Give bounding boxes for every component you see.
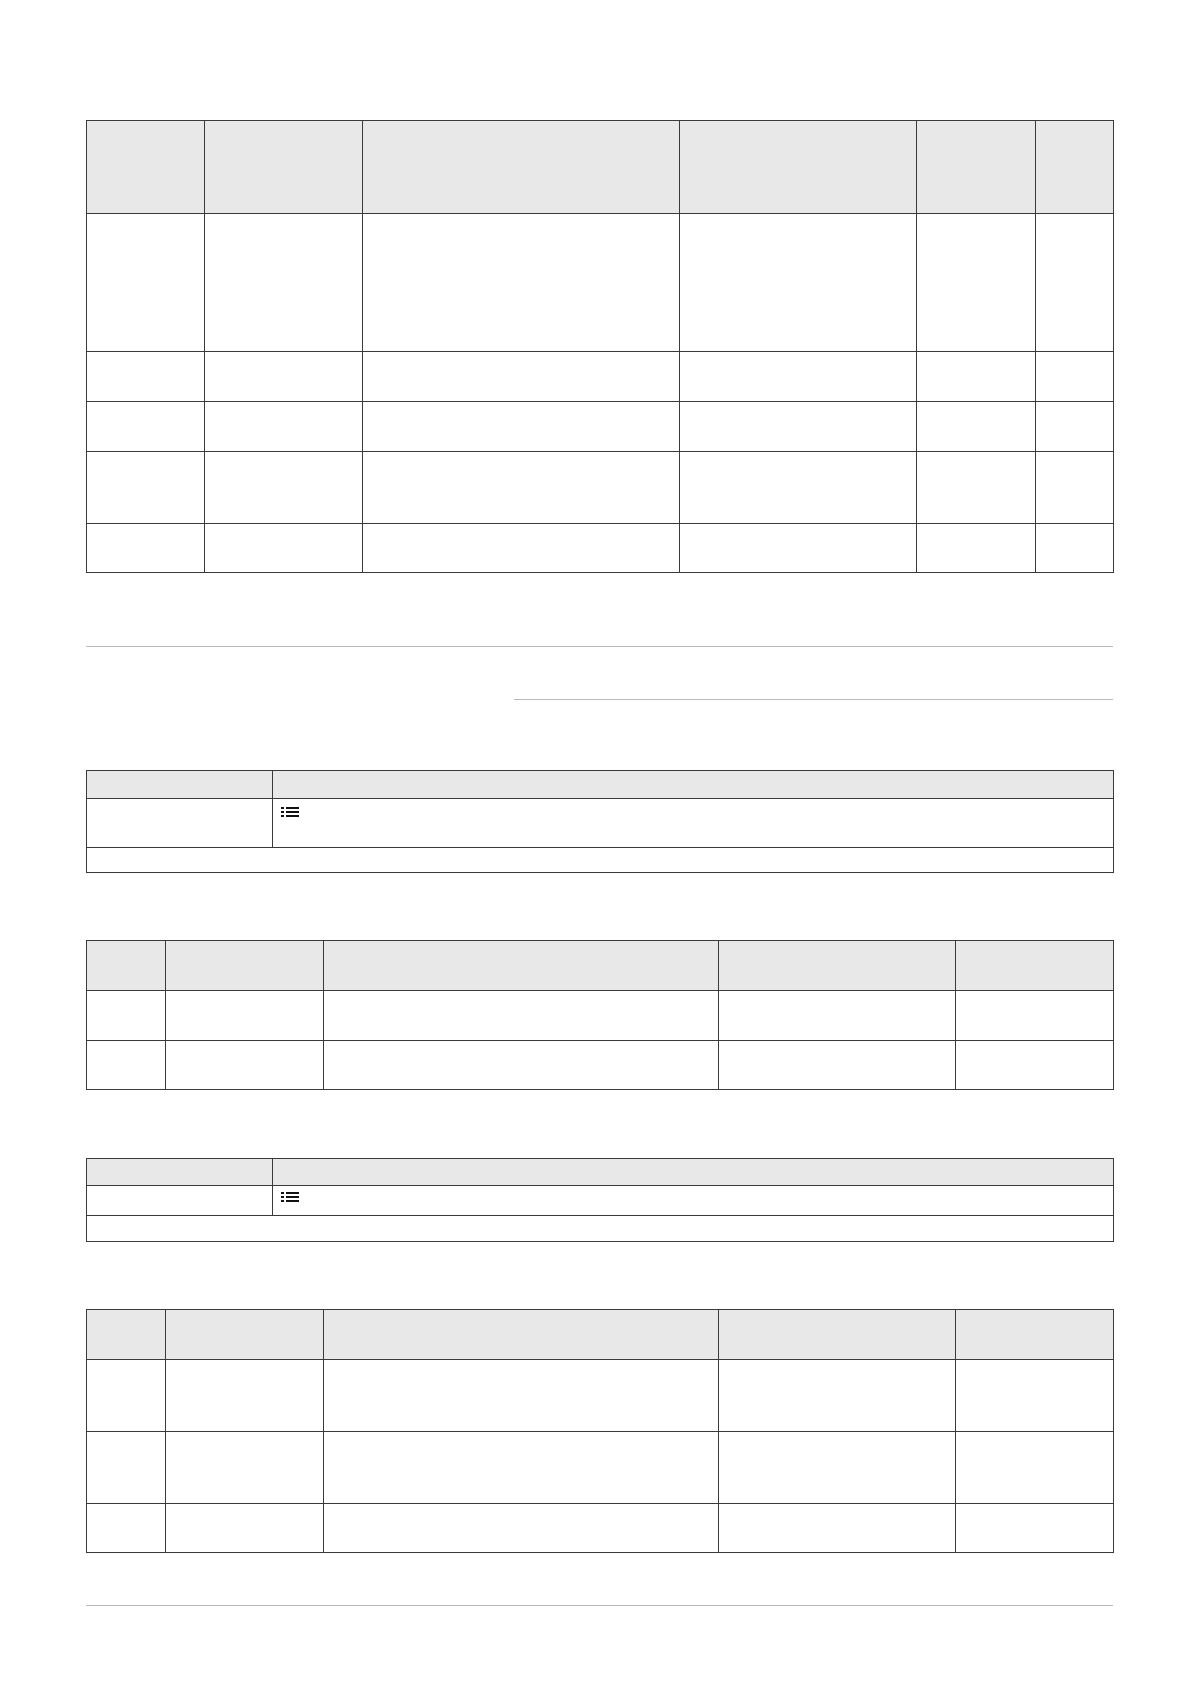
table-cell [917,352,1036,402]
table-cell [166,1360,324,1432]
table-cell [205,352,363,402]
info-box-row [87,1186,1114,1216]
table-cell [719,991,956,1041]
table-header-row [87,121,1114,214]
table-cell [1036,524,1114,573]
info-box-footer [87,848,1114,873]
header-cell [680,121,917,214]
table-cell [87,214,205,352]
table-cell [680,352,917,402]
table-cell [87,1360,166,1432]
main-table [86,120,1114,573]
subsection-divider [514,699,1113,700]
table-cell [956,1041,1114,1090]
header-cell [87,941,166,991]
table-cell [1036,402,1114,452]
table-cell [324,1360,719,1432]
table-row [87,1504,1114,1553]
header-cell [956,941,1114,991]
table-cell [166,1504,324,1553]
table-cell [680,452,917,524]
table-cell [956,1432,1114,1504]
header-cell [273,1159,1114,1186]
table-row [87,1432,1114,1504]
table-cell [917,402,1036,452]
table-cell [363,452,680,524]
table-row [87,1360,1114,1432]
table-cell [363,214,680,352]
table-cell [87,452,205,524]
table-cell [1036,214,1114,352]
header-cell [87,1310,166,1360]
table-cell [363,352,680,402]
table-cell [205,452,363,524]
table-row [87,214,1114,352]
table-cell [87,1041,166,1090]
header-cell [166,1310,324,1360]
info-box-header [87,1159,1114,1186]
info-box-value [273,799,1114,848]
data-table-2 [86,940,1114,1090]
table-cell [87,991,166,1041]
header-cell [956,1310,1114,1360]
table-cell [917,214,1036,352]
table-cell [719,1504,956,1553]
table-cell [87,352,205,402]
info-box-footer-row [87,1216,1114,1242]
info-box [86,1158,1114,1242]
table-cell [680,214,917,352]
table-cell [87,402,205,452]
table-cell [956,1360,1114,1432]
info-box-row [87,799,1114,848]
table-cell [917,524,1036,573]
table-cell [363,402,680,452]
table-cell [1036,352,1114,402]
table-cell [166,991,324,1041]
table-cell [324,1432,719,1504]
header-cell [166,941,324,991]
table-cell [205,402,363,452]
footer-divider [86,1605,1113,1606]
table-cell [1036,452,1114,524]
table-cell [166,1432,324,1504]
table-cell [363,524,680,573]
table-cell [205,214,363,352]
header-cell [324,941,719,991]
table-cell [87,1432,166,1504]
header-cell [363,121,680,214]
table-cell [324,991,719,1041]
section-divider [86,646,1113,647]
table-cell [719,1360,956,1432]
table-row [87,524,1114,573]
list-icon [281,1192,299,1202]
data-table-3 [86,1309,1114,1553]
table-row [87,352,1114,402]
table-cell [956,1504,1114,1553]
table-cell [205,524,363,573]
header-cell [87,1159,273,1186]
table-row [87,452,1114,524]
table-cell [87,1504,166,1553]
table-cell [917,452,1036,524]
info-box-footer [87,1216,1114,1242]
table-cell [680,402,917,452]
table-row [87,1041,1114,1090]
header-cell [719,1310,956,1360]
table-cell [324,1504,719,1553]
info-box [86,770,1114,873]
header-cell [87,121,205,214]
table-cell [719,1432,956,1504]
table-header-row [87,941,1114,991]
table-cell [324,1041,719,1090]
table-header-row [87,1310,1114,1360]
info-box-label [87,799,273,848]
info-box-label [87,1186,273,1216]
table-cell [87,524,205,573]
header-cell [719,941,956,991]
header-cell [917,121,1036,214]
header-cell [1036,121,1114,214]
table-cell [166,1041,324,1090]
header-cell [273,771,1114,799]
table-row [87,991,1114,1041]
header-cell [205,121,363,214]
info-box-header [87,771,1114,799]
list-icon [281,807,299,817]
table-row [87,402,1114,452]
table-cell [956,991,1114,1041]
header-cell [87,771,273,799]
header-cell [324,1310,719,1360]
table-cell [719,1041,956,1090]
info-box-footer-row [87,848,1114,873]
info-box-value [273,1186,1114,1216]
table-cell [680,524,917,573]
